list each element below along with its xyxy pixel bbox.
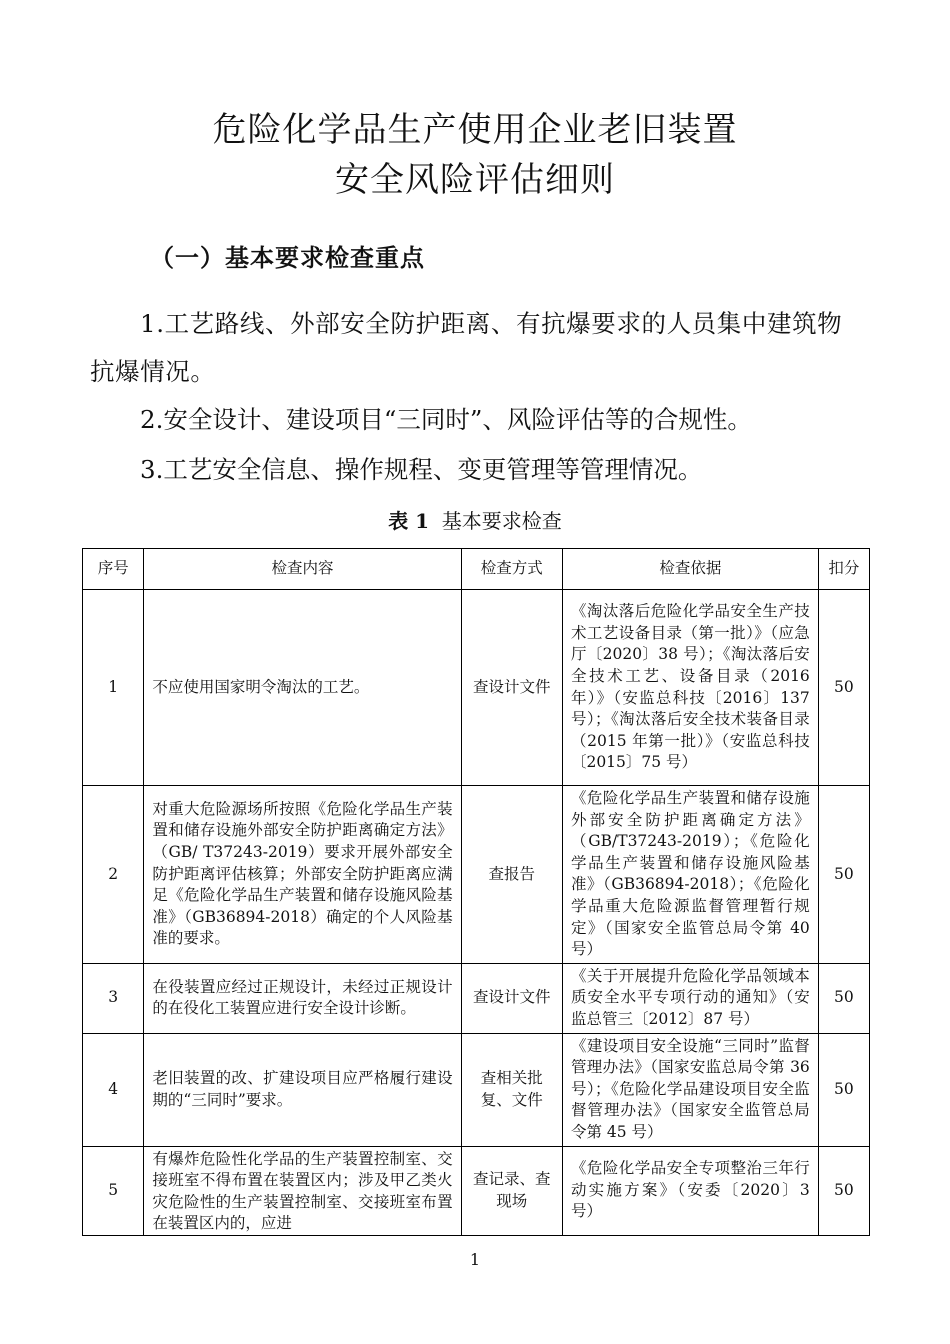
header-content: 检查内容 [144, 549, 461, 590]
section-heading: （一）基本要求检查重点 [150, 244, 425, 272]
cell-no: 3 [83, 963, 144, 1033]
cell-content-text: 有爆炸危险性化学品的生产装置控制室、交接班室不得布置在装置区内；涉及甲乙类火灾危险性的生产装置控制室、交接班室布置在装置区内的，应进 [152, 1149, 453, 1233]
document-title-line2: 安全风险评估细则 [335, 160, 615, 200]
cell-method: 查记录、查现场 [461, 1146, 562, 1235]
cell-method: 查相关批复、文件 [461, 1033, 562, 1146]
cell-method: 查设计文件 [461, 590, 562, 786]
cell-basis: 《淘汰落后危险化学品安全生产技术工艺设备目录（第一批）》（应急厅〔2020〕38 号）；《淘汰落后安全技术工艺、设备目录（2016 年）》（安监总科技〔2016〕137 号）；《淘汰落后安全技术装备目录（2015 年第一批）》（安监总科技〔2015〕75 号） [562, 590, 818, 786]
table-caption-number: 表 1 [388, 509, 430, 533]
table-caption-text: 基本要求检查 [441, 509, 562, 533]
table-row [83, 1146, 870, 1235]
table-caption [0, 505, 950, 534]
cell-no: 2 [83, 786, 144, 964]
cell-content: 对重大危险源场所按照《危险化学品生产装置和储存设施外部安全防护距离确定方法》（GB/ T37243-2019）要求开展外部安全防护距离评估核算；外部安全防护距离应满足《危险化学品生产装置和储存设施风险基准》（GB36894-2018）确定的个人风险基准的要求。 [144, 786, 461, 964]
document-title-line1: 危险化学品生产使用企业老旧装置 [212, 110, 738, 150]
header-basis: 检查依据 [562, 549, 818, 590]
table-row [83, 786, 870, 964]
cell-score: 50 [818, 963, 869, 1033]
cell-basis: 《建设项目安全设施“三同时”监督管理办法》（国家安监总局令第 36 号）；《危险化学品建设项目安全监督管理办法》（国家安全监管总局令第 45 号） [562, 1033, 818, 1146]
cell-score: 50 [818, 1033, 869, 1146]
table-row [83, 590, 870, 786]
cell-no: 1 [83, 590, 144, 786]
basic-requirements-table [82, 548, 870, 1236]
cell-content: 在役装置应经过正规设计，未经过正规设计的在役化工装置应进行安全设计诊断。 [144, 963, 461, 1033]
cell-method: 查设计文件 [461, 963, 562, 1033]
cell-basis: 《危险化学品安全专项整治三年行动实施方案》（安委〔2020〕3 号） [562, 1146, 818, 1235]
cell-basis: 《危险化学品生产装置和储存设施外部安全防护距离确定方法》（GB/T37243-2019）；《危险化学品生产装置和储存设施风险基准》（GB36894-2018）；《危险化学品重大危险源监督管理暂行规定》（国家安全监管总局令第 40 号） [562, 786, 818, 964]
cell-score: 50 [818, 786, 869, 964]
paragraph-2: 2.安全设计、建设项目“三同时”、风险评估等的合规性。 [140, 405, 752, 434]
cell-method: 查报告 [461, 786, 562, 964]
cell-content [144, 1146, 461, 1235]
cell-score: 50 [818, 590, 869, 786]
table-row [83, 963, 870, 1033]
header-method: 检查方式 [461, 549, 562, 590]
cell-basis: 《关于开展提升危险化学品领域本质安全水平专项行动的通知》（安监总管三〔2012〕87 号） [562, 963, 818, 1033]
page-number: 1 [469, 1250, 481, 1269]
header-no: 序号 [83, 549, 144, 590]
header-score: 扣分 [818, 549, 869, 590]
cell-score: 50 [818, 1146, 869, 1235]
table-row [83, 1033, 870, 1146]
paragraph-1: 1.工艺路线、外部安全防护距离、有抗爆要求的人员集中建筑物抗爆情况。 [90, 309, 843, 386]
cell-content: 不应使用国家明令淘汰的工艺。 [144, 590, 461, 786]
cell-no: 4 [83, 1033, 144, 1146]
table-header-row [83, 549, 870, 590]
paragraph-3: 3.工艺安全信息、操作规程、变更管理等管理情况。 [140, 455, 703, 484]
cell-content: 老旧装置的改、扩建设项目应严格履行建设期的“三同时”要求。 [144, 1033, 461, 1146]
cell-no: 5 [83, 1146, 144, 1235]
